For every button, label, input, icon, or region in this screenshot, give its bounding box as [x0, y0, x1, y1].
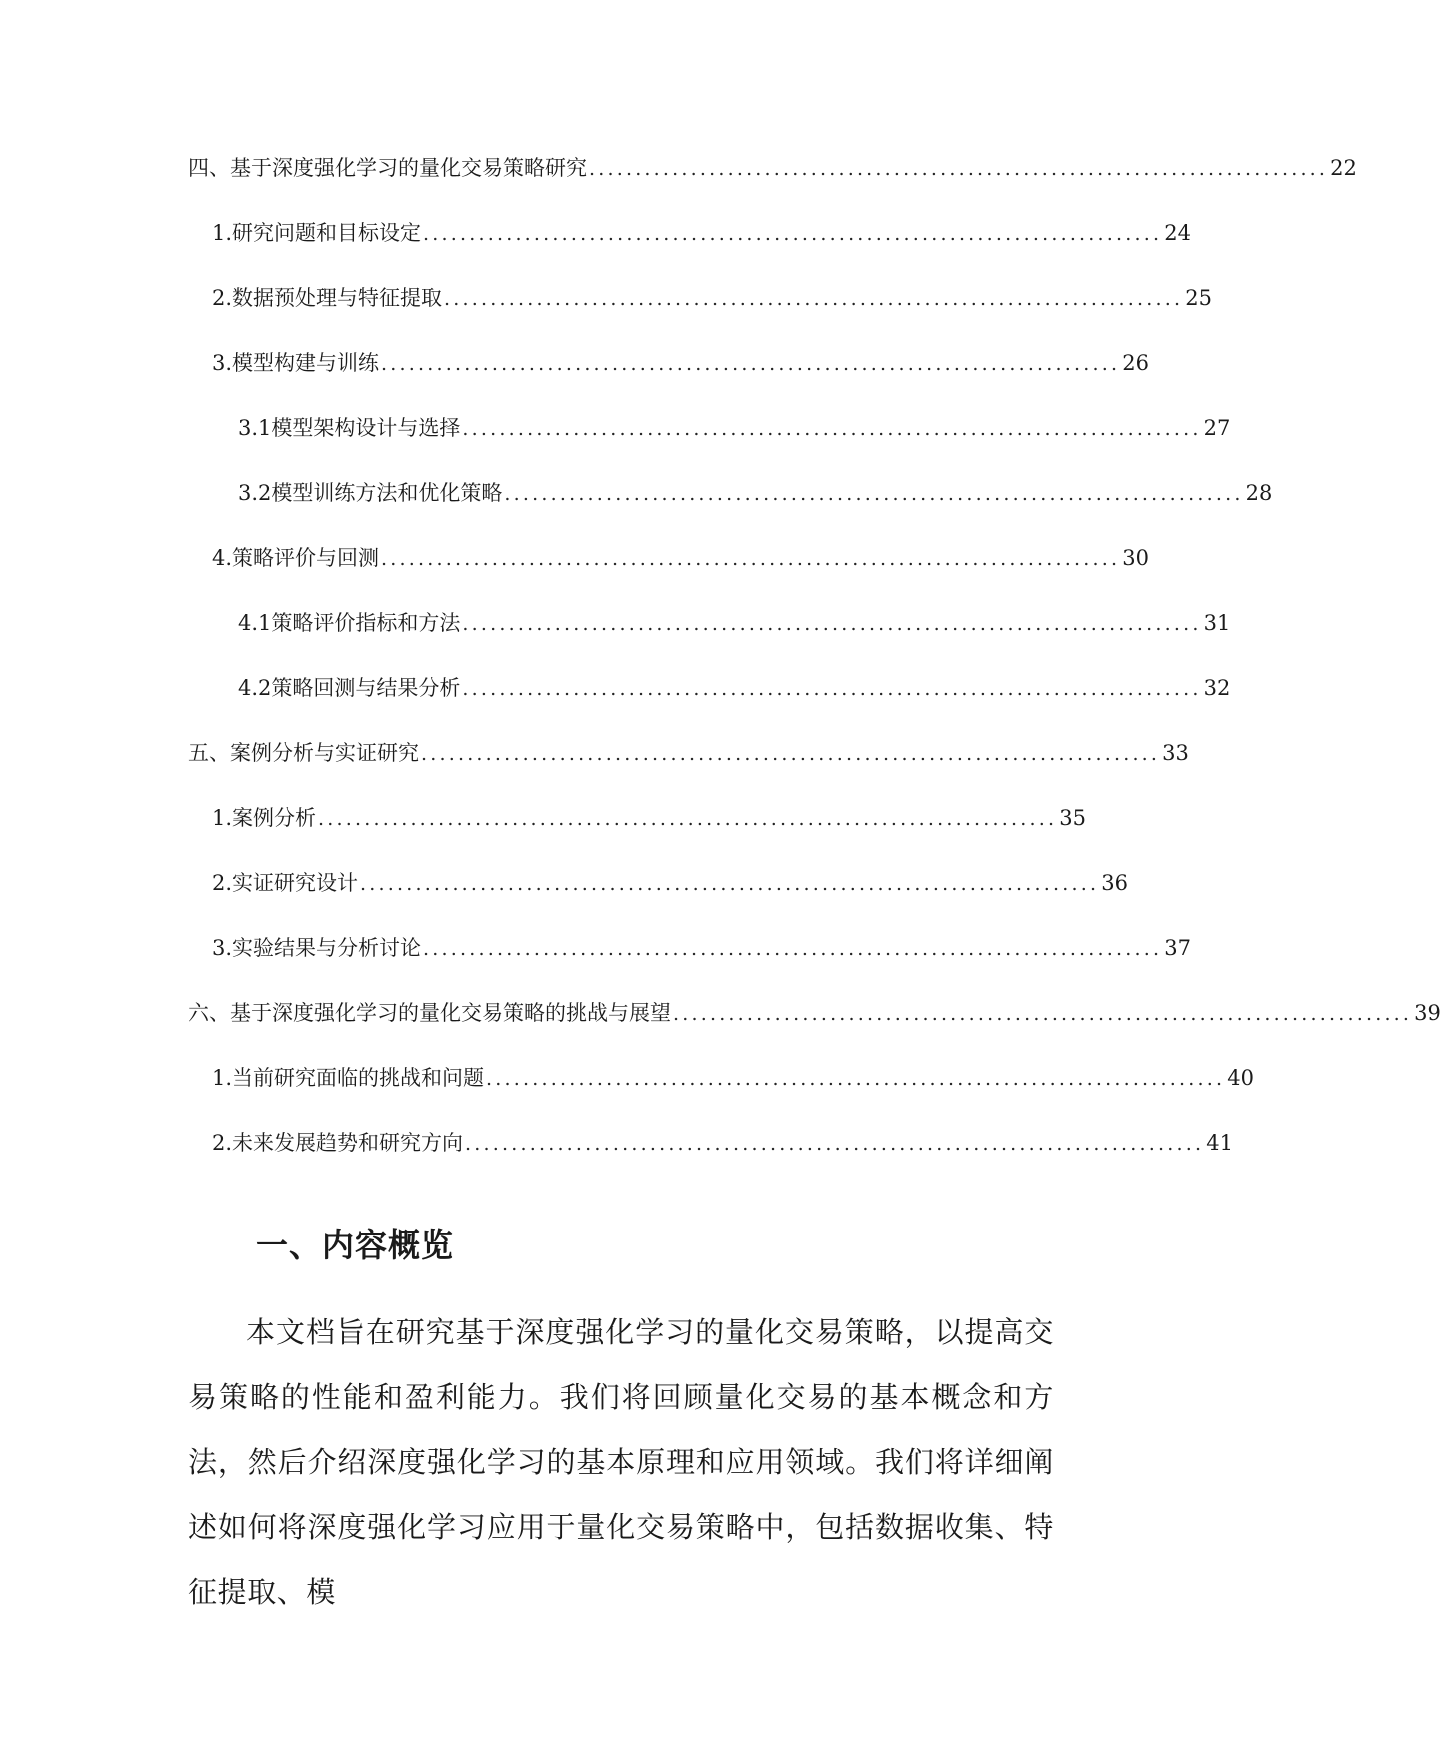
toc-entry[interactable] [212, 869, 1128, 898]
body-paragraph: 本文档旨在研究基于深度强化学习的量化交易策略，以提高交易策略的性能和盈利能力。我们将回顾量化交易的基本概念和方法，然后介绍深度强化学习的基本原理和应用领域。我们将详细阐述如何将深度强化学习应用于量化交易策略中，包括数据收集、特征提取、模 [188, 1315, 1054, 1609]
toc-entry-page: 24 [1164, 221, 1191, 245]
toc-dot-leader: ................................................................................ [462, 418, 1202, 440]
toc-entry-title: 研究问题和目标设定 [232, 221, 422, 245]
section-heading: 一、内容概览 [256, 1226, 455, 1264]
toc-entry-number: 1. [212, 806, 233, 830]
toc-dot-leader: ................................................................................ [462, 678, 1202, 700]
toc-entry[interactable] [212, 1064, 1254, 1093]
toc-dot-leader: ................................................................................ [462, 613, 1202, 635]
toc-entry[interactable] [238, 674, 1231, 703]
toc-dot-leader: ................................................................................ [381, 548, 1121, 570]
toc-entry-title: 案例分析 [232, 806, 317, 830]
toc-entry-title: 六、基于深度强化学习的量化交易策略的挑战与展望 [188, 1001, 671, 1025]
toc-entry[interactable] [212, 544, 1149, 573]
toc-entry-number: 2. [212, 871, 233, 895]
toc-entry-title: 模型构建与训练 [232, 351, 380, 375]
toc-entry-title: 实验结果与分析讨论 [232, 936, 422, 960]
toc-entry-title: 策略评价与回测 [232, 546, 380, 570]
toc-entry-title: 未来发展趋势和研究方向 [232, 1131, 464, 1155]
toc-entry-number: 2. [212, 286, 233, 310]
toc-entry-page: 27 [1203, 416, 1231, 440]
toc-dot-leader: ................................................................................ [360, 873, 1100, 895]
toc-dot-leader: ................................................................................ [421, 743, 1161, 765]
toc-entry-title: 策略评价指标和方法 [271, 611, 461, 635]
toc-dot-leader: ................................................................................ [381, 353, 1121, 375]
toc-entry[interactable] [188, 739, 1189, 768]
toc-entry-page: 31 [1203, 611, 1231, 635]
toc-entry-title: 模型训练方法和优化策略 [271, 481, 503, 505]
toc-entry-page: 30 [1122, 546, 1149, 570]
toc-dot-leader: ................................................................................ [423, 938, 1163, 960]
toc-entry-page: 36 [1101, 871, 1128, 895]
toc-entry[interactable] [212, 349, 1149, 378]
toc-entry-page: 39 [1414, 1001, 1441, 1025]
toc-entry-page: 37 [1164, 936, 1191, 960]
toc-entry[interactable] [188, 999, 1441, 1028]
toc-entry-page: 28 [1245, 481, 1273, 505]
toc-entry-number: 3.1 [238, 416, 272, 440]
toc-entry-number: 3. [212, 936, 233, 960]
toc-entry-title: 五、案例分析与实证研究 [188, 741, 419, 765]
toc-entry-number: 3.2 [238, 481, 272, 505]
toc-entry-title: 数据预处理与特征提取 [232, 286, 443, 310]
toc-entry[interactable] [238, 609, 1231, 638]
toc-entry-title: 策略回测与结果分析 [271, 676, 461, 700]
toc-entry-number: 1. [212, 1066, 233, 1090]
toc-entry-title: 模型架构设计与选择 [271, 416, 461, 440]
toc-entry-title: 实证研究设计 [232, 871, 359, 895]
toc-entry[interactable] [212, 934, 1191, 963]
toc-dot-leader: ................................................................................ [318, 808, 1058, 830]
toc-dot-leader: ................................................................................ [673, 1003, 1413, 1025]
toc-entry[interactable] [238, 479, 1273, 508]
toc-entry-title: 当前研究面临的挑战和问题 [232, 1066, 485, 1090]
toc-entry-page: 41 [1206, 1131, 1233, 1155]
toc-entry[interactable] [212, 1129, 1233, 1158]
toc-entry-page: 33 [1162, 741, 1189, 765]
toc-dot-leader: ................................................................................ [444, 288, 1184, 310]
toc-entry-number: 4.1 [238, 611, 272, 635]
toc-entry-number: 3. [212, 351, 233, 375]
toc-entry-number: 1. [212, 221, 233, 245]
toc-entry-page: 26 [1122, 351, 1149, 375]
toc-entry-number: 4. [212, 546, 233, 570]
toc-dot-leader: ................................................................................ [423, 223, 1163, 245]
toc-entry[interactable] [212, 219, 1191, 248]
toc-entry-page: 35 [1059, 806, 1086, 830]
toc-dot-leader: ................................................................................ [504, 483, 1244, 505]
toc-entry-number: 4.2 [238, 676, 272, 700]
toc-dot-leader: ................................................................................ [589, 158, 1329, 180]
toc-entry-page: 32 [1203, 676, 1231, 700]
toc-entry-page: 40 [1227, 1066, 1254, 1090]
toc-dot-leader: ................................................................................ [465, 1133, 1205, 1155]
toc-entry[interactable] [238, 414, 1231, 443]
toc-dot-leader: ................................................................................ [486, 1068, 1226, 1090]
toc-entry-title: 四、基于深度强化学习的量化交易策略研究 [188, 156, 587, 180]
toc-entry-number: 2. [212, 1131, 233, 1155]
toc-entry-page: 25 [1185, 286, 1212, 310]
toc-entry[interactable] [212, 804, 1086, 833]
toc-entry-page: 22 [1330, 156, 1357, 180]
toc-entry[interactable] [212, 284, 1212, 313]
toc-entry[interactable] [188, 154, 1357, 183]
